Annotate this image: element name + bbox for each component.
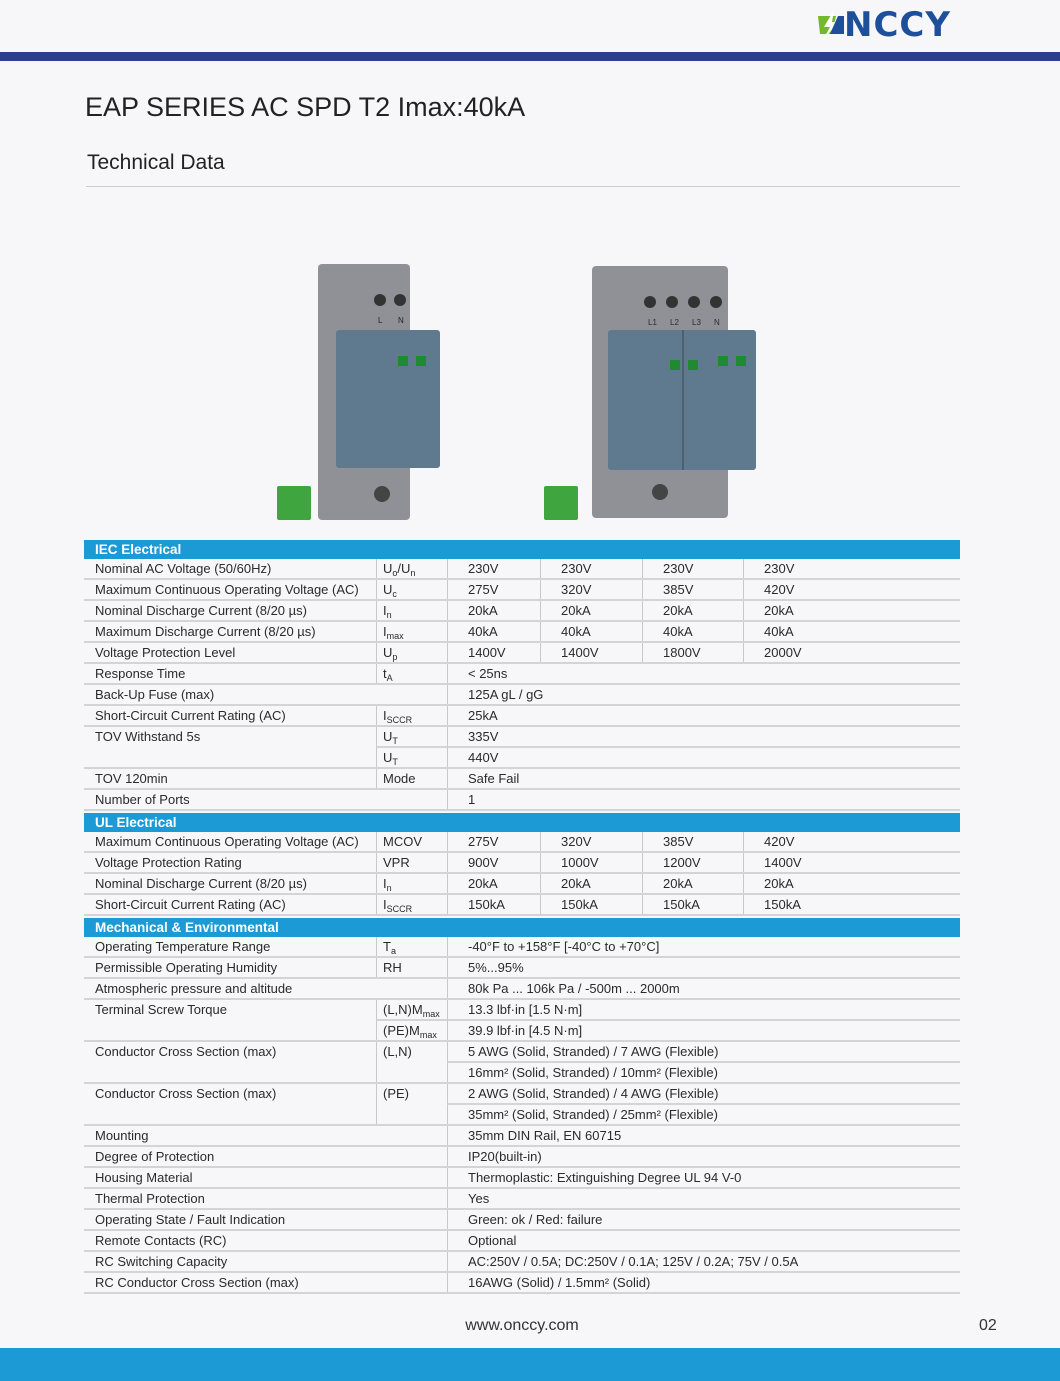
row-label: Nominal Discharge Current (8/20 µs)	[95, 876, 307, 891]
symbol-subscript: a	[390, 946, 396, 956]
brand-name: NCCY	[844, 5, 951, 45]
row-symbol	[376, 664, 447, 683]
row-symbol	[376, 706, 447, 725]
symbol-text: (PE)M	[383, 1023, 420, 1038]
terminal-label: L3	[692, 318, 701, 327]
value-cell: Thermoplastic: Extinguishing Degree UL 94 V-0	[447, 1168, 960, 1187]
symbol-subscript: max	[422, 1009, 440, 1019]
table-row	[84, 1021, 960, 1042]
product-image-single-pole	[318, 264, 440, 520]
value-cell: 20kA	[743, 874, 960, 893]
symbol-subscript: n	[386, 610, 392, 620]
symbol-text: RH	[383, 960, 402, 975]
table-row	[84, 685, 960, 706]
terminal-label: L1	[648, 318, 657, 327]
footer-bar	[0, 1348, 1060, 1381]
symbol-text: U	[383, 645, 393, 660]
table-row	[84, 748, 960, 769]
row-symbol	[376, 559, 447, 578]
row-label: Response Time	[95, 666, 186, 681]
value-cell: 150kA	[642, 895, 743, 914]
value-cell: 150kA	[447, 895, 540, 914]
row-label: Operating State / Fault Indication	[95, 1212, 286, 1227]
table-row	[84, 1189, 960, 1210]
value-cell: 335V	[447, 727, 960, 748]
value-cell: 275V	[447, 580, 540, 599]
symbol-subscript: T	[392, 757, 398, 767]
symbol-text: /U	[397, 561, 411, 576]
table-row	[84, 1252, 960, 1273]
row-label	[84, 1063, 376, 1082]
symbol-text: I	[383, 876, 387, 891]
value-cell: 150kA	[743, 895, 960, 914]
value-cell: 1200V	[642, 853, 743, 872]
value-cell: 320V	[540, 832, 642, 851]
row-label: RC Conductor Cross Section (max)	[95, 1275, 299, 1290]
symbol-subscript: p	[392, 652, 398, 662]
value-cell: 275V	[447, 832, 540, 851]
value-cell: 2000V	[743, 643, 960, 662]
symbol-subscript: max	[419, 1030, 437, 1040]
symbol-subscript: SCCR	[386, 904, 413, 914]
value-cell: 16mm² (Solid, Stranded) / 10mm² (Flexible)	[447, 1063, 960, 1082]
row-label: RC Switching Capacity	[95, 1254, 228, 1269]
value-cell: 20kA	[743, 601, 960, 620]
row-symbol	[376, 1042, 447, 1063]
symbol-text: U	[383, 729, 393, 744]
value-cell: 1400V	[540, 643, 642, 662]
value-cell: 20kA	[642, 874, 743, 893]
connector-image	[544, 486, 578, 520]
header-bar	[0, 52, 1060, 61]
value-cell: 230V	[642, 559, 743, 578]
row-symbol	[376, 622, 447, 641]
product-image-multi-pole	[592, 266, 756, 518]
value-cell: 25kA	[447, 706, 960, 725]
symbol-text: t	[383, 666, 387, 681]
row-symbol	[376, 1021, 447, 1040]
table-row	[84, 1105, 960, 1126]
row-label: Terminal Screw Torque	[95, 1002, 227, 1017]
value-cell: 420V	[743, 580, 960, 599]
row-label: Back-Up Fuse (max)	[95, 687, 215, 702]
value-cell: 125A gL / gG	[447, 685, 960, 704]
symbol-text: I	[383, 897, 387, 912]
symbol-subscript: o	[392, 568, 398, 578]
table-row	[84, 706, 960, 727]
value-cell: 16AWG (Solid) / 1.5mm² (Solid)	[447, 1273, 960, 1292]
value-cell: 1400V	[743, 853, 960, 872]
row-label: Voltage Protection Level	[95, 645, 236, 660]
value-cell: 40kA	[540, 622, 642, 641]
table-row	[84, 1231, 960, 1252]
value-cell: 40kA	[743, 622, 960, 641]
symbol-subscript: c	[392, 589, 397, 599]
symbol-text: I	[383, 603, 387, 618]
technical-data-table	[84, 540, 960, 1294]
symbol-text: MCOV	[383, 834, 422, 849]
table-row	[84, 580, 960, 601]
row-symbol	[376, 580, 447, 599]
row-label: Voltage Protection Rating	[95, 855, 242, 870]
table-row	[84, 727, 960, 748]
value-cell: 40kA	[447, 622, 540, 641]
table-row	[84, 769, 960, 790]
table-row	[84, 832, 960, 853]
symbol-subscript: A	[386, 673, 393, 683]
connector-image	[277, 486, 311, 520]
row-symbol	[376, 1084, 447, 1105]
lightning-logo-icon	[814, 8, 844, 42]
row-symbol	[376, 1000, 447, 1021]
value-cell: 20kA	[447, 601, 540, 620]
row-label: Nominal AC Voltage (50/60Hz)	[95, 561, 272, 576]
table-row	[84, 664, 960, 685]
row-label: Maximum Continuous Operating Voltage (AC)	[95, 582, 359, 597]
value-cell: 5 AWG (Solid, Stranded) / 7 AWG (Flexible)	[447, 1042, 960, 1063]
value-cell: 385V	[642, 580, 743, 599]
value-cell: 1	[447, 790, 960, 809]
value-cell: -40°F to +158°F [-40°C to +70°C]	[447, 937, 960, 956]
value-cell: Optional	[447, 1231, 960, 1250]
table-row	[84, 559, 960, 580]
table-row	[84, 1000, 960, 1021]
value-cell: Green: ok / Red: failure	[447, 1210, 960, 1229]
table-row	[84, 1042, 960, 1063]
value-cell: 1000V	[540, 853, 642, 872]
value-cell: 2 AWG (Solid, Stranded) / 4 AWG (Flexible)	[447, 1084, 960, 1105]
value-cell: Safe Fail	[447, 769, 960, 788]
page-number: 02	[979, 1317, 997, 1334]
value-cell: 230V	[743, 559, 960, 578]
symbol-subscript: n	[386, 883, 392, 893]
value-cell: 13.3 lbf·in [1.5 N·m]	[447, 1000, 960, 1021]
row-label: Short-Circuit Current Rating (AC)	[95, 897, 286, 912]
row-label: Number of Ports	[95, 792, 190, 807]
terminal-label: L	[378, 316, 383, 325]
value-cell: 440V	[447, 748, 960, 767]
row-label: Thermal Protection	[95, 1191, 205, 1206]
symbol-text: Mode	[383, 771, 416, 786]
value-cell: 35mm² (Solid, Stranded) / 25mm² (Flexible)	[447, 1105, 960, 1124]
value-cell: 385V	[642, 832, 743, 851]
symbol-text: U	[383, 750, 393, 765]
row-symbol	[376, 748, 447, 767]
symbol-text: T	[383, 939, 391, 954]
table-row	[84, 937, 960, 958]
value-cell: 40kA	[642, 622, 743, 641]
value-cell: 80k Pa ... 106k Pa / -500m ... 2000m	[447, 979, 960, 998]
row-label	[84, 1021, 376, 1040]
row-label: TOV 120min	[95, 771, 168, 786]
terminal-label: N	[398, 316, 404, 325]
row-symbol	[376, 769, 447, 788]
value-cell: 39.9 lbf·in [4.5 N·m]	[447, 1021, 960, 1040]
table-row	[84, 601, 960, 622]
row-label: Remote Contacts (RC)	[95, 1233, 227, 1248]
row-symbol	[376, 727, 447, 748]
table-row	[84, 958, 960, 979]
row-symbol	[376, 643, 447, 662]
value-cell: 230V	[447, 559, 540, 578]
value-cell: 230V	[540, 559, 642, 578]
row-label: Nominal Discharge Current (8/20 µs)	[95, 603, 307, 618]
table-row	[84, 790, 960, 811]
row-label: Maximum Continuous Operating Voltage (AC)	[95, 834, 359, 849]
value-cell: 20kA	[447, 874, 540, 893]
terminal-label: L2	[670, 318, 679, 327]
symbol-subscript: T	[392, 736, 398, 746]
row-symbol	[376, 853, 447, 872]
row-symbol	[376, 895, 447, 914]
value-cell: 1800V	[642, 643, 743, 662]
symbol-subscript: n	[410, 568, 416, 578]
value-cell: 20kA	[540, 874, 642, 893]
row-label	[84, 1105, 376, 1124]
value-cell: 900V	[447, 853, 540, 872]
table-row	[84, 622, 960, 643]
row-symbol	[376, 832, 447, 851]
value-cell: 5%...95%	[447, 958, 960, 977]
table-row	[84, 1063, 960, 1084]
row-symbol	[376, 958, 447, 977]
value-cell: IP20(built-in)	[447, 1147, 960, 1166]
row-label: Atmospheric pressure and altitude	[95, 981, 293, 996]
row-label	[84, 748, 376, 767]
symbol-text: I	[383, 708, 387, 723]
symbol-text: (PE)	[383, 1086, 409, 1101]
page-title: EAP SERIES AC SPD T2 Imax:40kA	[85, 92, 526, 122]
row-label: Operating Temperature Range	[95, 939, 271, 954]
row-label: Conductor Cross Section (max)	[95, 1044, 277, 1059]
row-label: Degree of Protection	[95, 1149, 215, 1164]
table-row	[84, 1210, 960, 1231]
row-label: Permissible Operating Humidity	[95, 960, 278, 975]
table-row	[84, 895, 960, 916]
section-header: Mechanical & Environmental	[84, 918, 960, 937]
terminal-label: N	[714, 318, 720, 327]
value-cell: 1400V	[447, 643, 540, 662]
value-cell: 20kA	[540, 601, 642, 620]
value-cell: 320V	[540, 580, 642, 599]
table-row	[84, 1168, 960, 1189]
divider	[86, 186, 960, 187]
symbol-text: (L,N)M	[383, 1002, 423, 1017]
symbol-text: U	[383, 582, 393, 597]
value-cell: 35mm DIN Rail, EN 60715	[447, 1126, 960, 1145]
footer-url[interactable]: www.onccy.com	[465, 1317, 579, 1334]
brand-logo	[814, 5, 951, 45]
section-header: IEC Electrical	[84, 540, 960, 559]
value-cell: 20kA	[642, 601, 743, 620]
row-label: Mounting	[95, 1128, 149, 1143]
table-row	[84, 1147, 960, 1168]
row-symbol	[376, 601, 447, 620]
value-cell: 420V	[743, 832, 960, 851]
section-title: Technical Data	[87, 151, 225, 174]
value-cell: AC:250V / 0.5A; DC:250V / 0.1A; 125V / 0.2A; 75V / 0.5A	[447, 1252, 960, 1271]
value-cell: 150kA	[540, 895, 642, 914]
table-row	[84, 1273, 960, 1294]
symbol-text: I	[383, 624, 387, 639]
row-label: Conductor Cross Section (max)	[95, 1086, 277, 1101]
row-symbol	[376, 1105, 447, 1124]
table-row	[84, 979, 960, 1000]
table-row	[84, 643, 960, 664]
symbol-subscript: max	[386, 631, 404, 641]
row-symbol	[376, 874, 447, 893]
symbol-text: (L,N)	[383, 1044, 412, 1059]
row-label: TOV Withstand 5s	[95, 729, 201, 744]
row-label: Short-Circuit Current Rating (AC)	[95, 708, 286, 723]
value-cell: < 25ns	[447, 664, 960, 683]
table-row	[84, 853, 960, 874]
symbol-subscript: SCCR	[386, 715, 413, 725]
row-label: Housing Material	[95, 1170, 193, 1185]
table-row	[84, 1126, 960, 1147]
section-header: UL Electrical	[84, 813, 960, 832]
row-symbol	[376, 937, 447, 956]
table-row	[84, 1084, 960, 1105]
row-symbol	[376, 1063, 447, 1082]
value-cell: Yes	[447, 1189, 960, 1208]
symbol-text: U	[383, 561, 393, 576]
table-row	[84, 874, 960, 895]
row-label: Maximum Discharge Current (8/20 µs)	[95, 624, 316, 639]
symbol-text: VPR	[383, 855, 410, 870]
